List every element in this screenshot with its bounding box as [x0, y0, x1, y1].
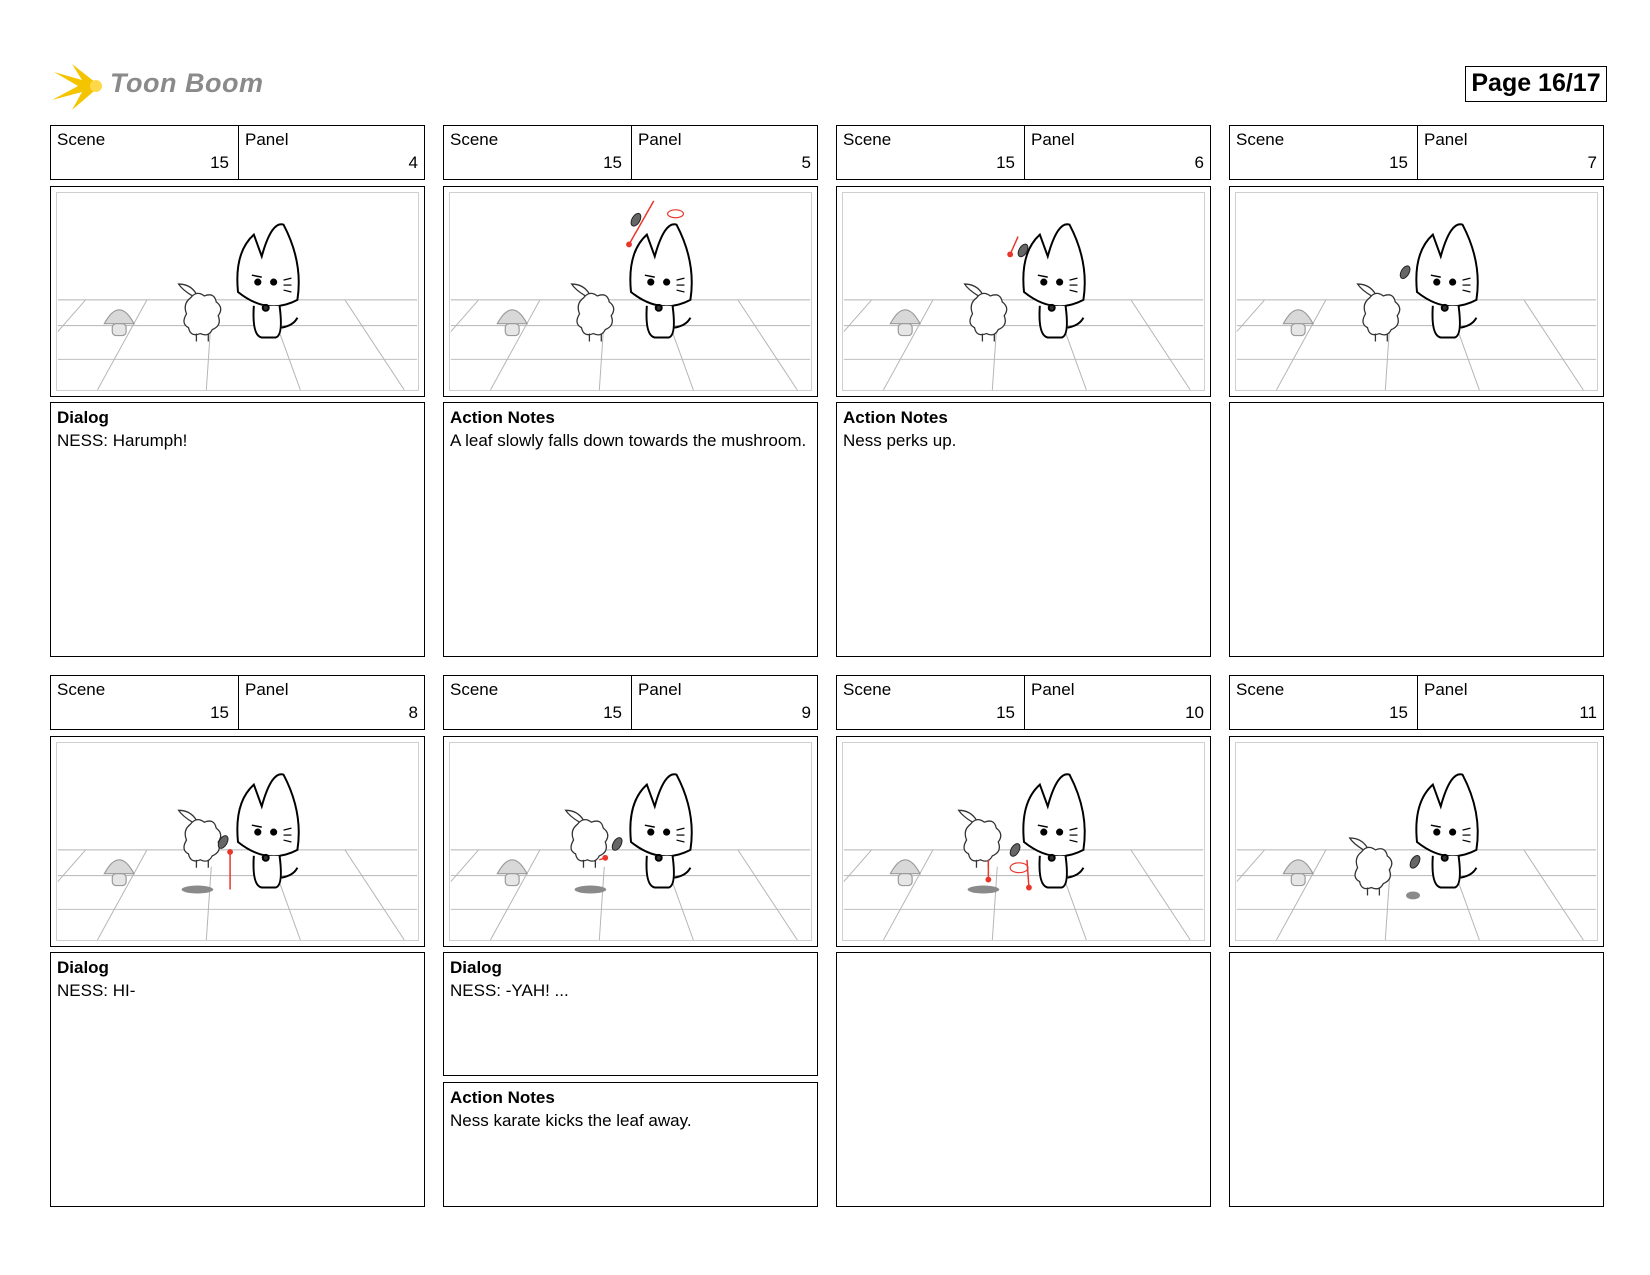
sheep-character [1350, 838, 1392, 895]
panel-number: 4 [408, 153, 418, 172]
sheep-character [965, 284, 1007, 341]
dialog-box [443, 952, 818, 1076]
scene-label: Scene [450, 130, 499, 149]
note-text: A leaf slowly falls down towards the mushroom. [450, 431, 807, 450]
panel-number: 9 [801, 703, 811, 722]
note-text: NESS: HI- [57, 981, 136, 1000]
panel-label: Panel [1424, 130, 1468, 149]
note-text: NESS: -YAH! ... [450, 981, 569, 1000]
motion-arrow [1027, 860, 1031, 890]
empty-notes-box [1229, 402, 1604, 657]
storyboard-panel-4 [1229, 125, 1604, 657]
motion-arrow [228, 850, 232, 890]
scene-number: 15 [996, 153, 1015, 172]
scene-label: Scene [57, 130, 106, 149]
note-title: Dialog [57, 408, 109, 427]
action-notes-box [443, 402, 818, 657]
page-number: Page 16/17 [1465, 66, 1607, 102]
panel-header [836, 125, 1211, 180]
action-notes-box [836, 402, 1211, 657]
cat-ness [237, 774, 298, 887]
panel-header [443, 675, 818, 730]
panel-header [50, 675, 425, 730]
storyboard-panel-1 [50, 125, 425, 657]
scene-number: 15 [210, 153, 229, 172]
panel-number: 7 [1587, 153, 1597, 172]
panel-drawing [50, 186, 425, 397]
shadow [182, 886, 214, 894]
sheep-character [959, 810, 1001, 867]
panel-number: 5 [801, 153, 811, 172]
motion-arrow [599, 856, 607, 860]
empty-notes-box [1229, 952, 1604, 1207]
panel-drawing [443, 736, 818, 947]
scene-drawing [56, 742, 419, 941]
scene-number: 15 [1389, 153, 1408, 172]
motion-arrow [986, 860, 990, 882]
storyboard-panel-7 [836, 675, 1211, 1207]
scene-label: Scene [1236, 680, 1285, 699]
cat-ness [630, 224, 691, 337]
leaf [1398, 264, 1412, 280]
scene-number: 15 [603, 153, 622, 172]
scene-label: Scene [1236, 130, 1285, 149]
scene-drawing [842, 192, 1205, 391]
panel-header [443, 125, 818, 180]
panel-label: Panel [638, 680, 682, 699]
panel-label: Panel [245, 130, 289, 149]
sheep-character [572, 284, 614, 341]
scene-number: 15 [603, 703, 622, 722]
dialog-box [50, 402, 425, 657]
storyboard-panel-6 [443, 675, 818, 1207]
empty-notes-box [836, 952, 1211, 1207]
panel-number: 6 [1194, 153, 1204, 172]
panel-drawing [50, 736, 425, 947]
note-title: Action Notes [450, 408, 555, 427]
storyboard-panel-8 [1229, 675, 1604, 1207]
note-title: Action Notes [843, 408, 948, 427]
note-text: Ness karate kicks the leaf away. [450, 1111, 692, 1130]
scene-drawing [56, 192, 419, 391]
leaf [629, 212, 643, 228]
panel-drawing [836, 186, 1211, 397]
storyboard-panel-5 [50, 675, 425, 1207]
toon-boom-logo [52, 58, 292, 114]
cat-ness [237, 224, 298, 337]
panel-label: Panel [638, 130, 682, 149]
cat-ness [1023, 774, 1084, 887]
cat-ness [1023, 224, 1084, 337]
note-title: Action Notes [450, 1088, 555, 1107]
cat-ness [1416, 774, 1477, 887]
panel-header [1229, 125, 1604, 180]
sheep-character [179, 810, 221, 867]
cat-ness [1416, 224, 1477, 337]
dialog-box [50, 952, 425, 1207]
scene-drawing [1235, 192, 1598, 391]
shadow [575, 886, 607, 894]
panel-drawing [1229, 186, 1604, 397]
panel-drawing [443, 186, 818, 397]
scene-label: Scene [843, 680, 892, 699]
note-text: NESS: Harumph! [57, 431, 188, 450]
scene-drawing [1235, 742, 1598, 941]
leaf [1008, 842, 1022, 858]
panel-label: Panel [1031, 130, 1075, 149]
panel-number: 10 [1185, 703, 1204, 722]
logo-text: Toon Boom [110, 68, 264, 98]
note-title: Dialog [57, 958, 109, 977]
panel-label: Panel [1424, 680, 1468, 699]
scene-drawing [842, 742, 1205, 941]
scene-label: Scene [57, 680, 106, 699]
scene-drawing [449, 742, 812, 941]
scene-drawing [449, 192, 812, 391]
panel-drawing [836, 736, 1211, 947]
panel-drawing [1229, 736, 1604, 947]
scene-number: 15 [1389, 703, 1408, 722]
sheep-character [1358, 284, 1400, 341]
note-title: Dialog [450, 958, 502, 977]
cat-ness [630, 774, 691, 887]
action-notes-box [443, 1082, 818, 1207]
panel-header [836, 675, 1211, 730]
panel-number: 8 [408, 703, 418, 722]
panel-label: Panel [245, 680, 289, 699]
note-text: Ness perks up. [843, 431, 957, 450]
panel-header [1229, 675, 1604, 730]
leaf [1408, 854, 1422, 870]
storyboard-panel-2 [443, 125, 818, 657]
shadow [968, 886, 1000, 894]
scene-number: 15 [210, 703, 229, 722]
scene-label: Scene [843, 130, 892, 149]
storyboard-panel-3 [836, 125, 1211, 657]
panel-header [50, 125, 425, 180]
scene-number: 15 [996, 703, 1015, 722]
panel-number: 11 [1579, 703, 1597, 722]
shadow [1406, 891, 1420, 899]
motion-arrow [1008, 237, 1018, 257]
scene-label: Scene [450, 680, 499, 699]
panel-label: Panel [1031, 680, 1075, 699]
sheep-character [179, 284, 221, 341]
star-burst-icon [52, 58, 110, 114]
